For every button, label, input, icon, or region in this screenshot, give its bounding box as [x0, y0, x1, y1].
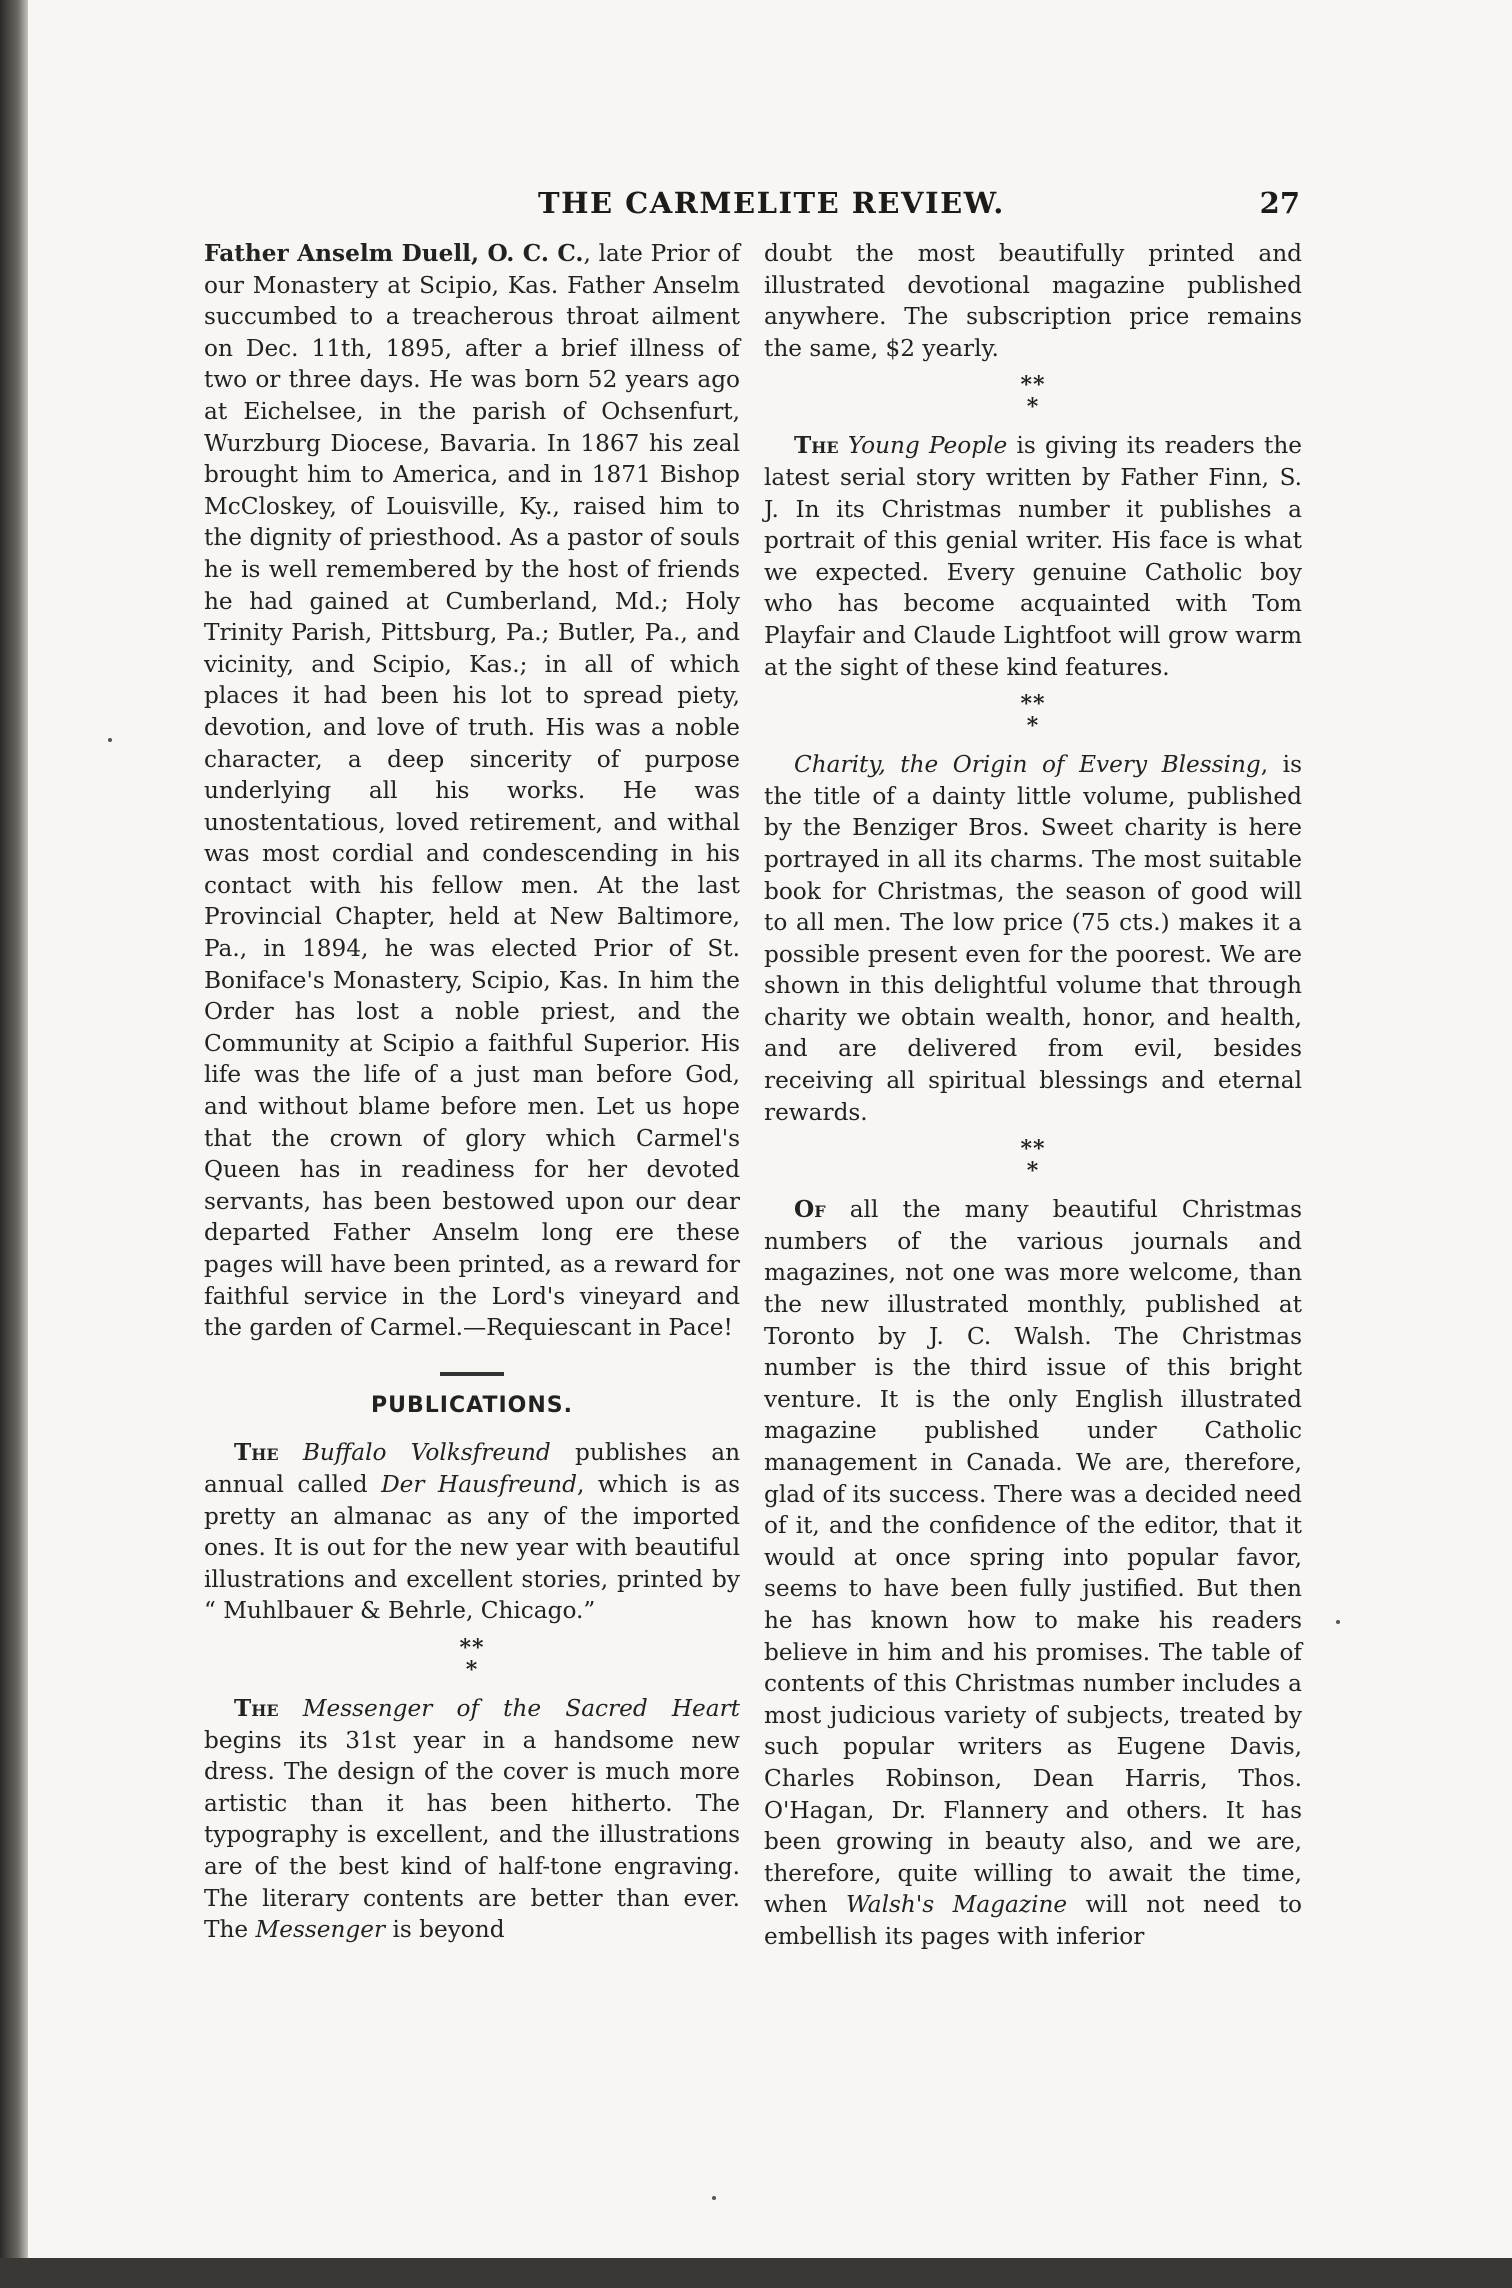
scan-speck	[712, 2196, 716, 2200]
page-number: 27	[1259, 186, 1300, 220]
page-header	[200, 186, 1300, 226]
pub1-text-b: , which is as pretty an almanac as any of the imported ones. It is out for the new year with beautiful illustrations and excellent stories, printed by “ Muhlbauer & Behrle, Chicago.”	[204, 1470, 740, 1625]
obituary-lead-name: Father Anselm Duell, O. C. C.	[204, 240, 584, 267]
asterism-ornament: ** *	[1020, 1136, 1046, 1185]
pub2-title-short: Messenger	[255, 1916, 386, 1944]
pub1-text-a: publishes an annual called	[204, 1439, 740, 1498]
publication-paragraph-charity	[764, 749, 1302, 1128]
publication-paragraph-messenger	[204, 1693, 740, 1946]
pub1-title: Buffalo Volksfreund	[302, 1439, 551, 1467]
pub1-annual-title: Der Hausfreund	[381, 1470, 577, 1498]
obituary-text: , late Prior of our Monastery at Scipio, Kas. Father Anselm succumbed to a treacherous throat ailment on Dec. 11th, 1895, after a brief illness of two or three days. He was born 52 years ago at Eichelsee, in the parish of Ochsenfurt, Wurzburg Diocese, Bavaria. In 1867 his zeal brought him to America, and in 1871 Bishop McCloskey, of Louisville, Ky., raised him to the dignity of priesthood. As a pastor of souls he is well remembered by the host of friends he had gained at Cumberland, Md.; Holy Trinity Parish, Pittsburg, Pa.; Butler, Pa., and vicinity, and Scipio, Kas.; in all of which places it had been his lot to spread piety, devotion, and love of truth. His was a noble character, a deep sincerity of purpose underlying all his works. He was unostentatious, loved retirement, and withal was most cordial and condescending in his contact with his fellow men. At the last Provincial Chapter, held at New Baltimore, Pa., in 1894, he was elected Prior of St. Boniface's Monastery, Scipio, Kas. In him the Order has lost a noble priest, and the Community at Scipio a faithful Superior. His life was the life of a just man before God, and without blame before men. Let us hope that the crown of glory which Carmel's Queen has in readiness for her devoted servants, has been bestowed upon our dear departed Father Anselm long ere these pages will have been printed, as a reward for faithful service in the Lord's vineyard and the garden of Carmel.—Requiescant in Pace!	[204, 240, 740, 1342]
pub3-text: is giving its readers the latest serial story written by Father Finn, S. J. In its Christmas number it publishes a portrait of this genial writer. His face is what we expected. Every genuine Catholic boy who has become acquainted with Tom Playfair and Claude Lightfoot will grow warm at the sight of these kind features.	[764, 432, 1303, 681]
publication-paragraph-messenger-continued: doubt the most beautifully printed and illustrated devotional magazine published anywhere. The subscription price remains the same, $2 yearly.	[764, 240, 1302, 362]
right-column	[764, 238, 1302, 1953]
pub1-lead-word: The	[234, 1439, 279, 1467]
pub2-title: Messenger of the Sacred Heart	[302, 1694, 740, 1722]
scan-bottom-edge	[0, 2258, 1512, 2288]
publication-paragraph-young-people	[764, 430, 1302, 683]
pub3-lead-word: The	[794, 432, 839, 460]
pub5-text-b: will not need to embellish its pages with inferior	[764, 1891, 1302, 1950]
asterism-ornament: ** *	[1020, 691, 1046, 740]
pub4-title: Charity, the Origin of Every Blessing	[794, 751, 1261, 779]
running-title: THE CARMELITE REVIEW.	[538, 186, 1005, 220]
publication-paragraph-walsh	[764, 1194, 1302, 1952]
pub5-lead-word: Of	[794, 1196, 826, 1224]
pub2-text-b: is beyond	[385, 1916, 505, 1944]
book-binding-edge	[0, 0, 30, 2288]
asterism-ornament: ** *	[1020, 372, 1046, 421]
asterism-ornament: ** *	[459, 1634, 485, 1683]
section-heading-publications: PUBLICATIONS.	[371, 1392, 573, 1418]
pub4-text: , is the title of a dainty little volume, published by the Benziger Bros. Sweet charity is here portrayed in all its charms. The most suitable book for Christmas, the season of good will to all men. The low price (75 cts.) makes it a possible present even for the poorest. We are shown in this delightful volume that through charity we obtain wealth, honor, and health, and are delivered from evil, besides receiving all spiritual blessings and eternal rewards.	[764, 751, 1302, 1126]
pub5-text-a: all the many beautiful Christmas numbers of the various journals and magazines, not one was more welcome, than the new illustrated monthly, published at Toronto by J. C. Walsh. The Christmas number is the third issue of this bright venture. It is the only English illustrated magazine published under Catholic management in Canada. We are, therefore, glad of its success. There was a decided need of it, and the confidence of the editor, that it would at once spring into popular favor, seems to have been fully justified. But then he has known how to make his readers believe in him and his promises. The table of contents of this Christmas number includes a most judicious variety of subjects, treated by such popular writers as Eugene Davis, Charles Robinson, Dean Harris, Thos. O'Hagan, Dr. Flannery and others. It has been growing in beauty also, and we are, therefore, quite willing to await the time, when	[764, 1196, 1302, 1919]
scan-speck	[1336, 1620, 1340, 1624]
pub3-title: Young People	[847, 432, 1008, 460]
pub5-magazine-title: Walsh's Magazine	[845, 1891, 1068, 1919]
publication-paragraph-volksfreund	[204, 1437, 740, 1627]
pub2-text-a: begins its 31st year in a handsome new dress. The design of the cover is much more artistic than it has been hitherto. The typography is excellent, and the illustrations are of the best kind of half-tone engraving. The literary contents are better than ever. The	[204, 1726, 740, 1944]
section-rule	[440, 1372, 504, 1376]
scan-speck	[108, 738, 112, 742]
obituary-paragraph	[204, 238, 740, 1344]
left-column	[204, 238, 740, 1946]
pub2-lead-word: The	[234, 1694, 279, 1722]
